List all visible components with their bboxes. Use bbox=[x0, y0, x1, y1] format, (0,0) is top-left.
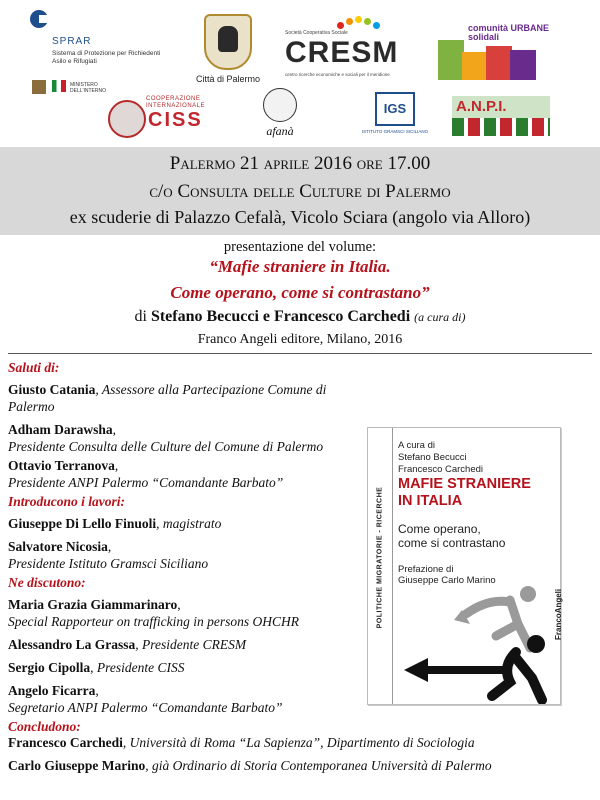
logos-header bbox=[0, 0, 600, 145]
speaker-role: , Assessore alla Partecipazione Comune di Palermo bbox=[8, 382, 327, 414]
flower-icon bbox=[263, 88, 297, 122]
speaker-role: , magistrato bbox=[156, 516, 222, 531]
publisher-line: Franco Angeli editore, Milano, 2016 bbox=[197, 332, 403, 347]
speaker-entry: Maria Grazia Giammarinaro, Special Rapporteur on trafficking in persons OHCHR bbox=[8, 597, 299, 629]
speaker-name: Salvatore Nicosia bbox=[8, 539, 108, 554]
anpi-label: A.N.P.I. bbox=[452, 96, 550, 118]
urbane-label: comunità URBANE solidali bbox=[468, 23, 550, 42]
divider bbox=[8, 353, 592, 354]
cresm-dots-icon bbox=[337, 16, 387, 30]
event-address: ex scuderie di Palazzo Cefalà, Vicolo Sciara (angolo via Alloro) bbox=[69, 207, 531, 227]
speaker-entry: Salvatore Nicosia, Presidente Istituto Gramsci Siciliano bbox=[8, 539, 209, 571]
palermo-label: Città di Palermo bbox=[195, 74, 261, 84]
speaker-entry bbox=[8, 515, 368, 532]
authors-line bbox=[0, 308, 600, 326]
speaker-name: Giuseppe Di Lello Finuoli bbox=[8, 516, 157, 531]
globe-icon bbox=[108, 100, 146, 138]
speaker-entry: Angelo Ficarra, Segretario ANPI Palermo “Comandante Barbato” bbox=[8, 683, 283, 715]
speaker-name: Francesco Carchedi bbox=[8, 735, 123, 750]
speaker-name: Maria Grazia Giammarinaro bbox=[8, 597, 178, 612]
sprar-name: SPRAR bbox=[52, 36, 92, 47]
event-date: Palermo 21 aprile 2016 ore 17.00 bbox=[169, 153, 431, 174]
section-heading-saluti: Saluti di: bbox=[8, 360, 60, 375]
speaker-name: Sergio Cipolla bbox=[8, 660, 91, 675]
cover-illustration-icon bbox=[392, 578, 560, 704]
series-label: POLITICHE MIGRATORIE - RICERCHE bbox=[376, 486, 384, 629]
book-title-line1: “Mafie straniere in Italia. bbox=[209, 257, 391, 276]
section-heading-discutono: Ne discutono: bbox=[8, 575, 86, 590]
curated-note: (a cura di) bbox=[414, 310, 466, 324]
speaker-role: , Presidente CRESM bbox=[135, 637, 247, 652]
speaker-entry: Ottavio Terranova, Presidente ANPI Palermo “Comandante Barbato” bbox=[8, 458, 284, 490]
section-heading-introducono: Introducono i lavori: bbox=[8, 494, 126, 509]
sprar-logo bbox=[30, 10, 161, 100]
comunita-urbane-logo bbox=[438, 22, 550, 80]
house-icon bbox=[486, 46, 512, 80]
speaker-name: Ottavio Terranova bbox=[8, 458, 115, 473]
cover-editors: A cura di Stefano Becucci Francesco Carchedi bbox=[398, 440, 484, 475]
section-heading-concludono: Concludono: bbox=[8, 719, 81, 734]
speaker-entry bbox=[8, 659, 368, 676]
gramsci-logo bbox=[345, 92, 445, 136]
palermo-crest-icon bbox=[204, 14, 252, 70]
house-icon bbox=[462, 52, 488, 80]
sprar-subtitle: Sistema di Protezione per Richiedenti Asilo e Rifugiati bbox=[52, 50, 161, 65]
speaker-role: , Presidente CISS bbox=[90, 660, 185, 675]
anpi-logo bbox=[452, 96, 550, 140]
ciss-coop: COOPERAZIONE INTERNAZIONALE bbox=[146, 96, 206, 109]
cover-subtitle: Come operano, come si contrastano bbox=[398, 522, 506, 550]
speaker-entry bbox=[8, 636, 368, 653]
italian-flag-icon bbox=[52, 80, 66, 92]
presentation-label: presentazione del volume: bbox=[223, 239, 377, 255]
speaker-role: Segretario ANPI Palermo “Comandante Barbato” bbox=[8, 700, 283, 715]
cresm-pre: Società Cooperativa Sociale bbox=[285, 30, 348, 36]
house-icon bbox=[438, 40, 464, 80]
seal-icon bbox=[32, 80, 46, 94]
book-spine bbox=[368, 428, 393, 704]
event-banner bbox=[0, 147, 600, 235]
book-cover bbox=[367, 427, 561, 705]
program-list bbox=[8, 357, 368, 738]
afana-label: afanà bbox=[266, 124, 294, 138]
by-label: di bbox=[134, 308, 147, 325]
igs-label: ISTITUTO GRAMSCI SICILIANO bbox=[361, 129, 429, 134]
speaker-role: Special Rapporteur on trafficking in persons OHCHR bbox=[8, 614, 299, 629]
cresm-word: CRESM bbox=[285, 36, 399, 69]
house-icon bbox=[510, 50, 536, 80]
speaker-role: , già Ordinario di Storia Contemporanea Università di Palermo bbox=[145, 758, 492, 773]
speaker-entry bbox=[8, 734, 598, 751]
speaker-name: Carlo Giuseppe Marino bbox=[8, 758, 146, 773]
speaker-role: Presidente Istituto Gramsci Siciliano bbox=[8, 556, 209, 571]
event-venue: c/o Consulta delle Culture di Palermo bbox=[149, 181, 451, 202]
speaker-entry bbox=[8, 381, 368, 415]
afana-logo bbox=[240, 88, 320, 140]
speaker-name: Adham Darawsha bbox=[8, 422, 113, 437]
anpi-stripes-icon bbox=[452, 118, 550, 136]
igs-mark: IGS bbox=[375, 92, 415, 126]
cover-title: MAFIE STRANIERE IN ITALIA bbox=[398, 476, 531, 509]
ciss-logo bbox=[108, 96, 218, 136]
book-title-line2: Come operano, come si contrastano” bbox=[170, 283, 430, 302]
speaker-role: , Università di Roma “La Sapienza”, Dipartimento di Sociologia bbox=[122, 735, 475, 750]
ministry-label: MINISTERO DELL'INTERNO bbox=[70, 82, 106, 94]
sprar-mark-icon bbox=[30, 10, 48, 28]
speaker-role: Presidente Consulta delle Culture del Comune di Palermo bbox=[8, 439, 324, 454]
cresm-logo bbox=[285, 16, 399, 86]
cover-publisher: FrancoAngeli bbox=[554, 588, 563, 640]
authors-names: Stefano Becucci e Francesco Carchedi bbox=[150, 308, 411, 325]
speaker-name: Giusto Catania bbox=[8, 382, 96, 397]
speaker-entry: Adham Darawsha, Presidente Consulta delle Culture del Comune di Palermo bbox=[8, 422, 324, 454]
cresm-post: centro ricerche economiche e sociali per il meridione bbox=[285, 72, 390, 77]
ciss-word: CISS bbox=[148, 109, 203, 131]
speaker-entry bbox=[8, 757, 598, 774]
cover-preface: Prefazione di Giuseppe Carlo Marino bbox=[398, 564, 496, 586]
speaker-name: Alessandro La Grassa bbox=[8, 637, 136, 652]
speaker-role: Presidente ANPI Palermo “Comandante Barbato” bbox=[8, 475, 284, 490]
palermo-logo bbox=[188, 14, 268, 86]
speaker-name: Angelo Ficarra bbox=[8, 683, 96, 698]
